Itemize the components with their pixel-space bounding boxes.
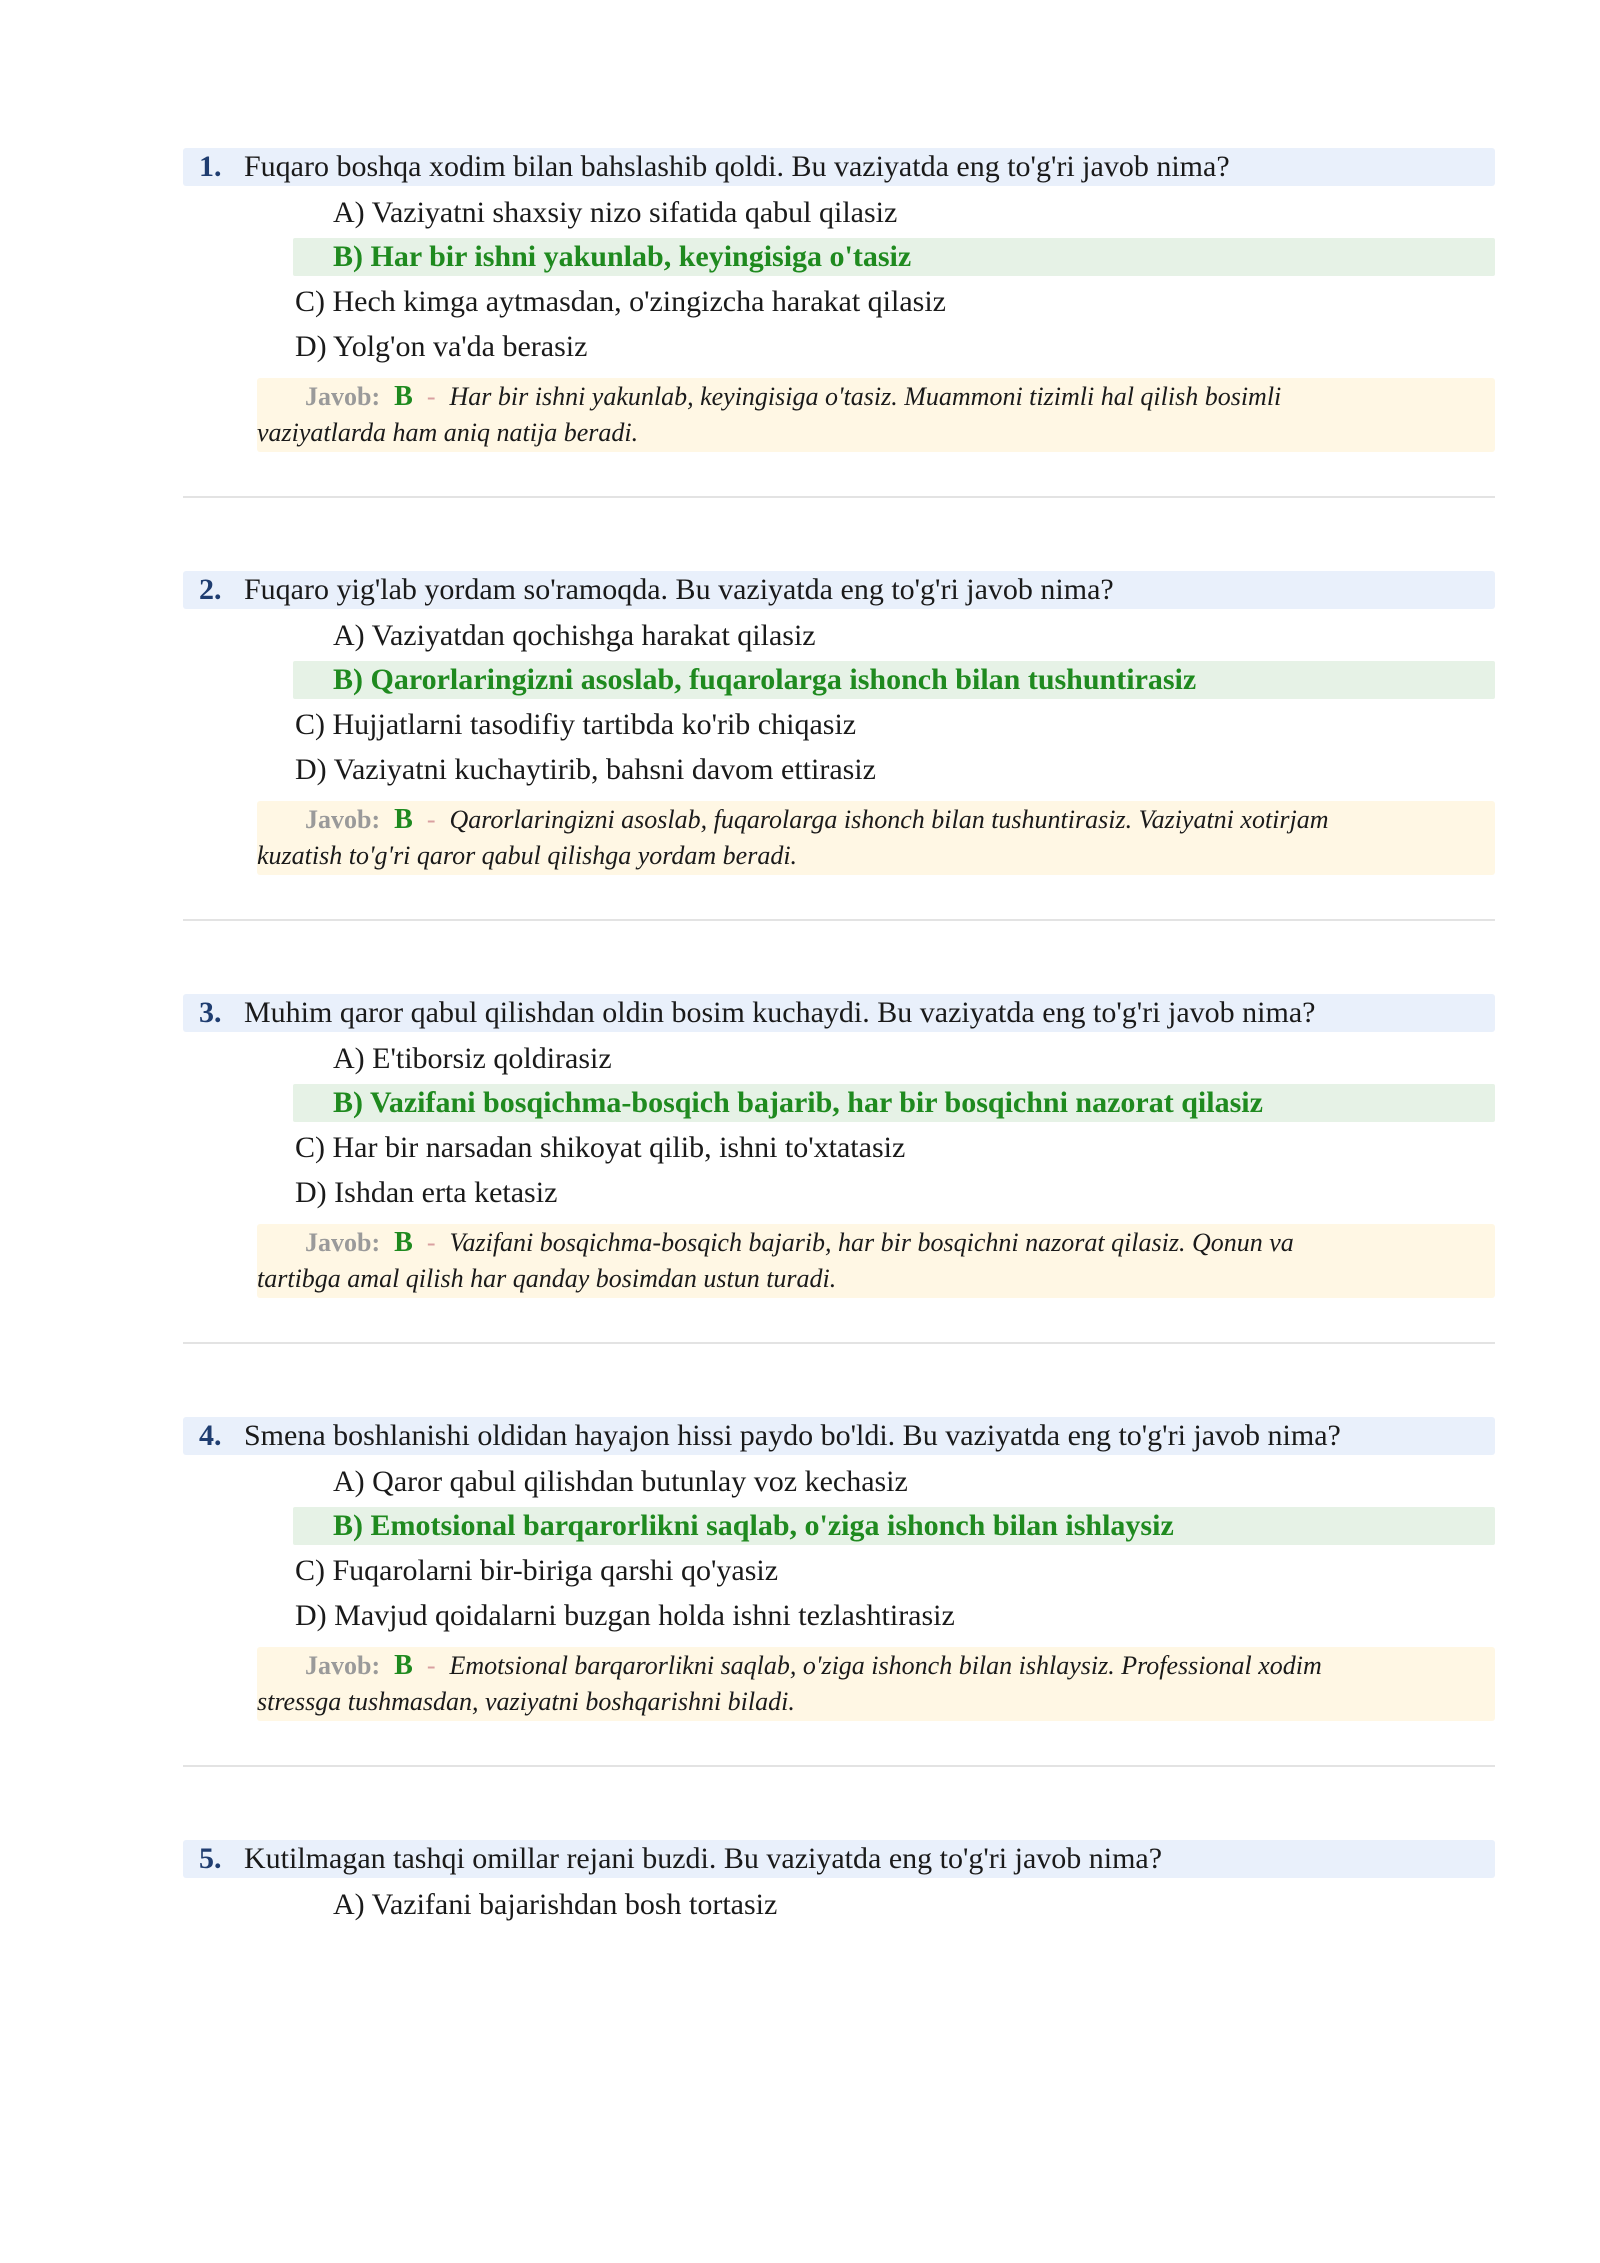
answer-box [257, 378, 1495, 452]
question-4 [183, 1417, 1495, 1840]
option-b-correct [293, 238, 1495, 276]
answer-box [257, 801, 1495, 875]
answer-box [257, 1647, 1495, 1721]
question-3 [183, 994, 1495, 1417]
answer-explanation-2: kuzatish to'g'ri qaror qabul qilishga yordam beradi. [257, 841, 798, 870]
answer-explanation-2: vaziyatlarda ham aniq natija beradi. [257, 418, 639, 447]
answer-line-1 [257, 802, 1495, 838]
question-number: 4. [199, 1419, 222, 1452]
option-b-correct [293, 1507, 1495, 1545]
answer-dash: - [426, 805, 436, 834]
answer-line-1 [257, 1648, 1495, 1684]
option-b-text: B) Har bir ishni yakunlab, keyingisiga o'tasiz [333, 240, 912, 273]
question-number: 3. [199, 996, 222, 1029]
question-text: Kutilmagan tashqi omillar rejani buzdi. Bu vaziyatda eng to'g'ri javob nima? [244, 1842, 1163, 1875]
question-number: 1. [199, 150, 222, 183]
option-c: C) Hujjatlarni tasodifiy tartibda ko'rib chiqasiz [295, 708, 857, 741]
option-c: C) Har bir narsadan shikoyat qilib, ishni to'xtatasiz [295, 1131, 906, 1164]
option-d: D) Vaziyatni kuchaytirib, bahsni davom ettirasiz [295, 753, 876, 786]
answer-explanation-1: Emotsional barqarorlikni saqlab, o'ziga ishonch bilan ishlaysiz. Professional xodim [449, 1651, 1322, 1680]
option-d: D) Yolg'on va'da berasiz [295, 330, 588, 363]
option-d: D) Ishdan erta ketasiz [295, 1176, 558, 1209]
option-c: C) Fuqarolarni bir-biriga qarshi qo'yasiz [295, 1554, 779, 1587]
answer-label: Javob: [305, 382, 381, 411]
answer-explanation-1: Qarorlaringizni asoslab, fuqarolarga ishonch bilan tushuntirasiz. Vaziyatni xotirjam [449, 805, 1329, 834]
answer-label: Javob: [305, 1228, 381, 1257]
question-number: 2. [199, 573, 222, 606]
divider [183, 1342, 1495, 1344]
question-2 [183, 571, 1495, 994]
answer-line-1 [257, 379, 1495, 415]
question-1 [183, 148, 1495, 571]
answer-dash: - [426, 1228, 436, 1257]
answer-letter: B [394, 381, 413, 412]
answer-explanation-1: Har bir ishni yakunlab, keyingisiga o'tasiz. Muammoni tizimli hal qilish bosimli [449, 382, 1282, 411]
option-b-text: B) Vazifani bosqichma-bosqich bajarib, har bir bosqichni nazorat qilasiz [333, 1086, 1263, 1119]
option-c: C) Hech kimga aytmasdan, o'zingizcha harakat qilasiz [295, 285, 946, 318]
option-a: A) E'tiborsiz qoldirasiz [333, 1042, 612, 1075]
answer-letter: B [394, 1650, 413, 1681]
answer-box [257, 1224, 1495, 1298]
question-text: Smena boshlanishi oldidan hayajon hissi paydo bo'ldi. Bu vaziyatda eng to'g'ri javob nima? [244, 1419, 1341, 1452]
option-a: A) Vaziyatdan qochishga harakat qilasiz [333, 619, 816, 652]
option-b-correct [293, 1084, 1495, 1122]
quiz-document [183, 148, 1495, 2263]
question-header [183, 1840, 1495, 1878]
divider [183, 496, 1495, 498]
answer-letter: B [394, 804, 413, 835]
question-header [183, 571, 1495, 609]
option-a: A) Qaror qabul qilishdan butunlay voz kechasiz [333, 1465, 908, 1498]
answer-explanation-2: tartibga amal qilish har qanday bosimdan ustun turadi. [257, 1264, 837, 1293]
option-a: A) Vaziyatni shaxsiy nizo sifatida qabul qilasiz [333, 196, 898, 229]
question-header [183, 994, 1495, 1032]
answer-line-1 [257, 1225, 1495, 1261]
answer-label: Javob: [305, 805, 381, 834]
divider [183, 1765, 1495, 1767]
answer-dash: - [426, 1651, 436, 1680]
question-5 [183, 1840, 1495, 2263]
question-number: 5. [199, 1842, 222, 1875]
answer-explanation-1: Vazifani bosqichma-bosqich bajarib, har bir bosqichni nazorat qilasiz. Qonun va [449, 1228, 1294, 1257]
option-b-text: B) Qarorlaringizni asoslab, fuqarolarga ishonch bilan tushuntirasiz [333, 663, 1197, 696]
question-text: Fuqaro yig'lab yordam so'ramoqda. Bu vaziyatda eng to'g'ri javob nima? [244, 573, 1114, 606]
option-a: A) Vazifani bajarishdan bosh tortasiz [333, 1888, 778, 1921]
question-text: Muhim qaror qabul qilishdan oldin bosim kuchaydi. Bu vaziyatda eng to'g'ri javob nima? [244, 996, 1316, 1029]
question-header [183, 1417, 1495, 1455]
answer-dash: - [426, 382, 436, 411]
question-header [183, 148, 1495, 186]
option-b-correct [293, 661, 1495, 699]
answer-letter: B [394, 1227, 413, 1258]
option-d: D) Mavjud qoidalarni buzgan holda ishni tezlashtirasiz [295, 1599, 955, 1632]
divider [183, 919, 1495, 921]
question-text: Fuqaro boshqa xodim bilan bahslashib qoldi. Bu vaziyatda eng to'g'ri javob nima? [244, 150, 1230, 183]
option-b-text: B) Emotsional barqarorlikni saqlab, o'ziga ishonch bilan ishlaysiz [333, 1509, 1174, 1542]
answer-label: Javob: [305, 1651, 381, 1680]
answer-explanation-2: stressga tushmasdan, vaziyatni boshqarishni biladi. [257, 1687, 795, 1716]
